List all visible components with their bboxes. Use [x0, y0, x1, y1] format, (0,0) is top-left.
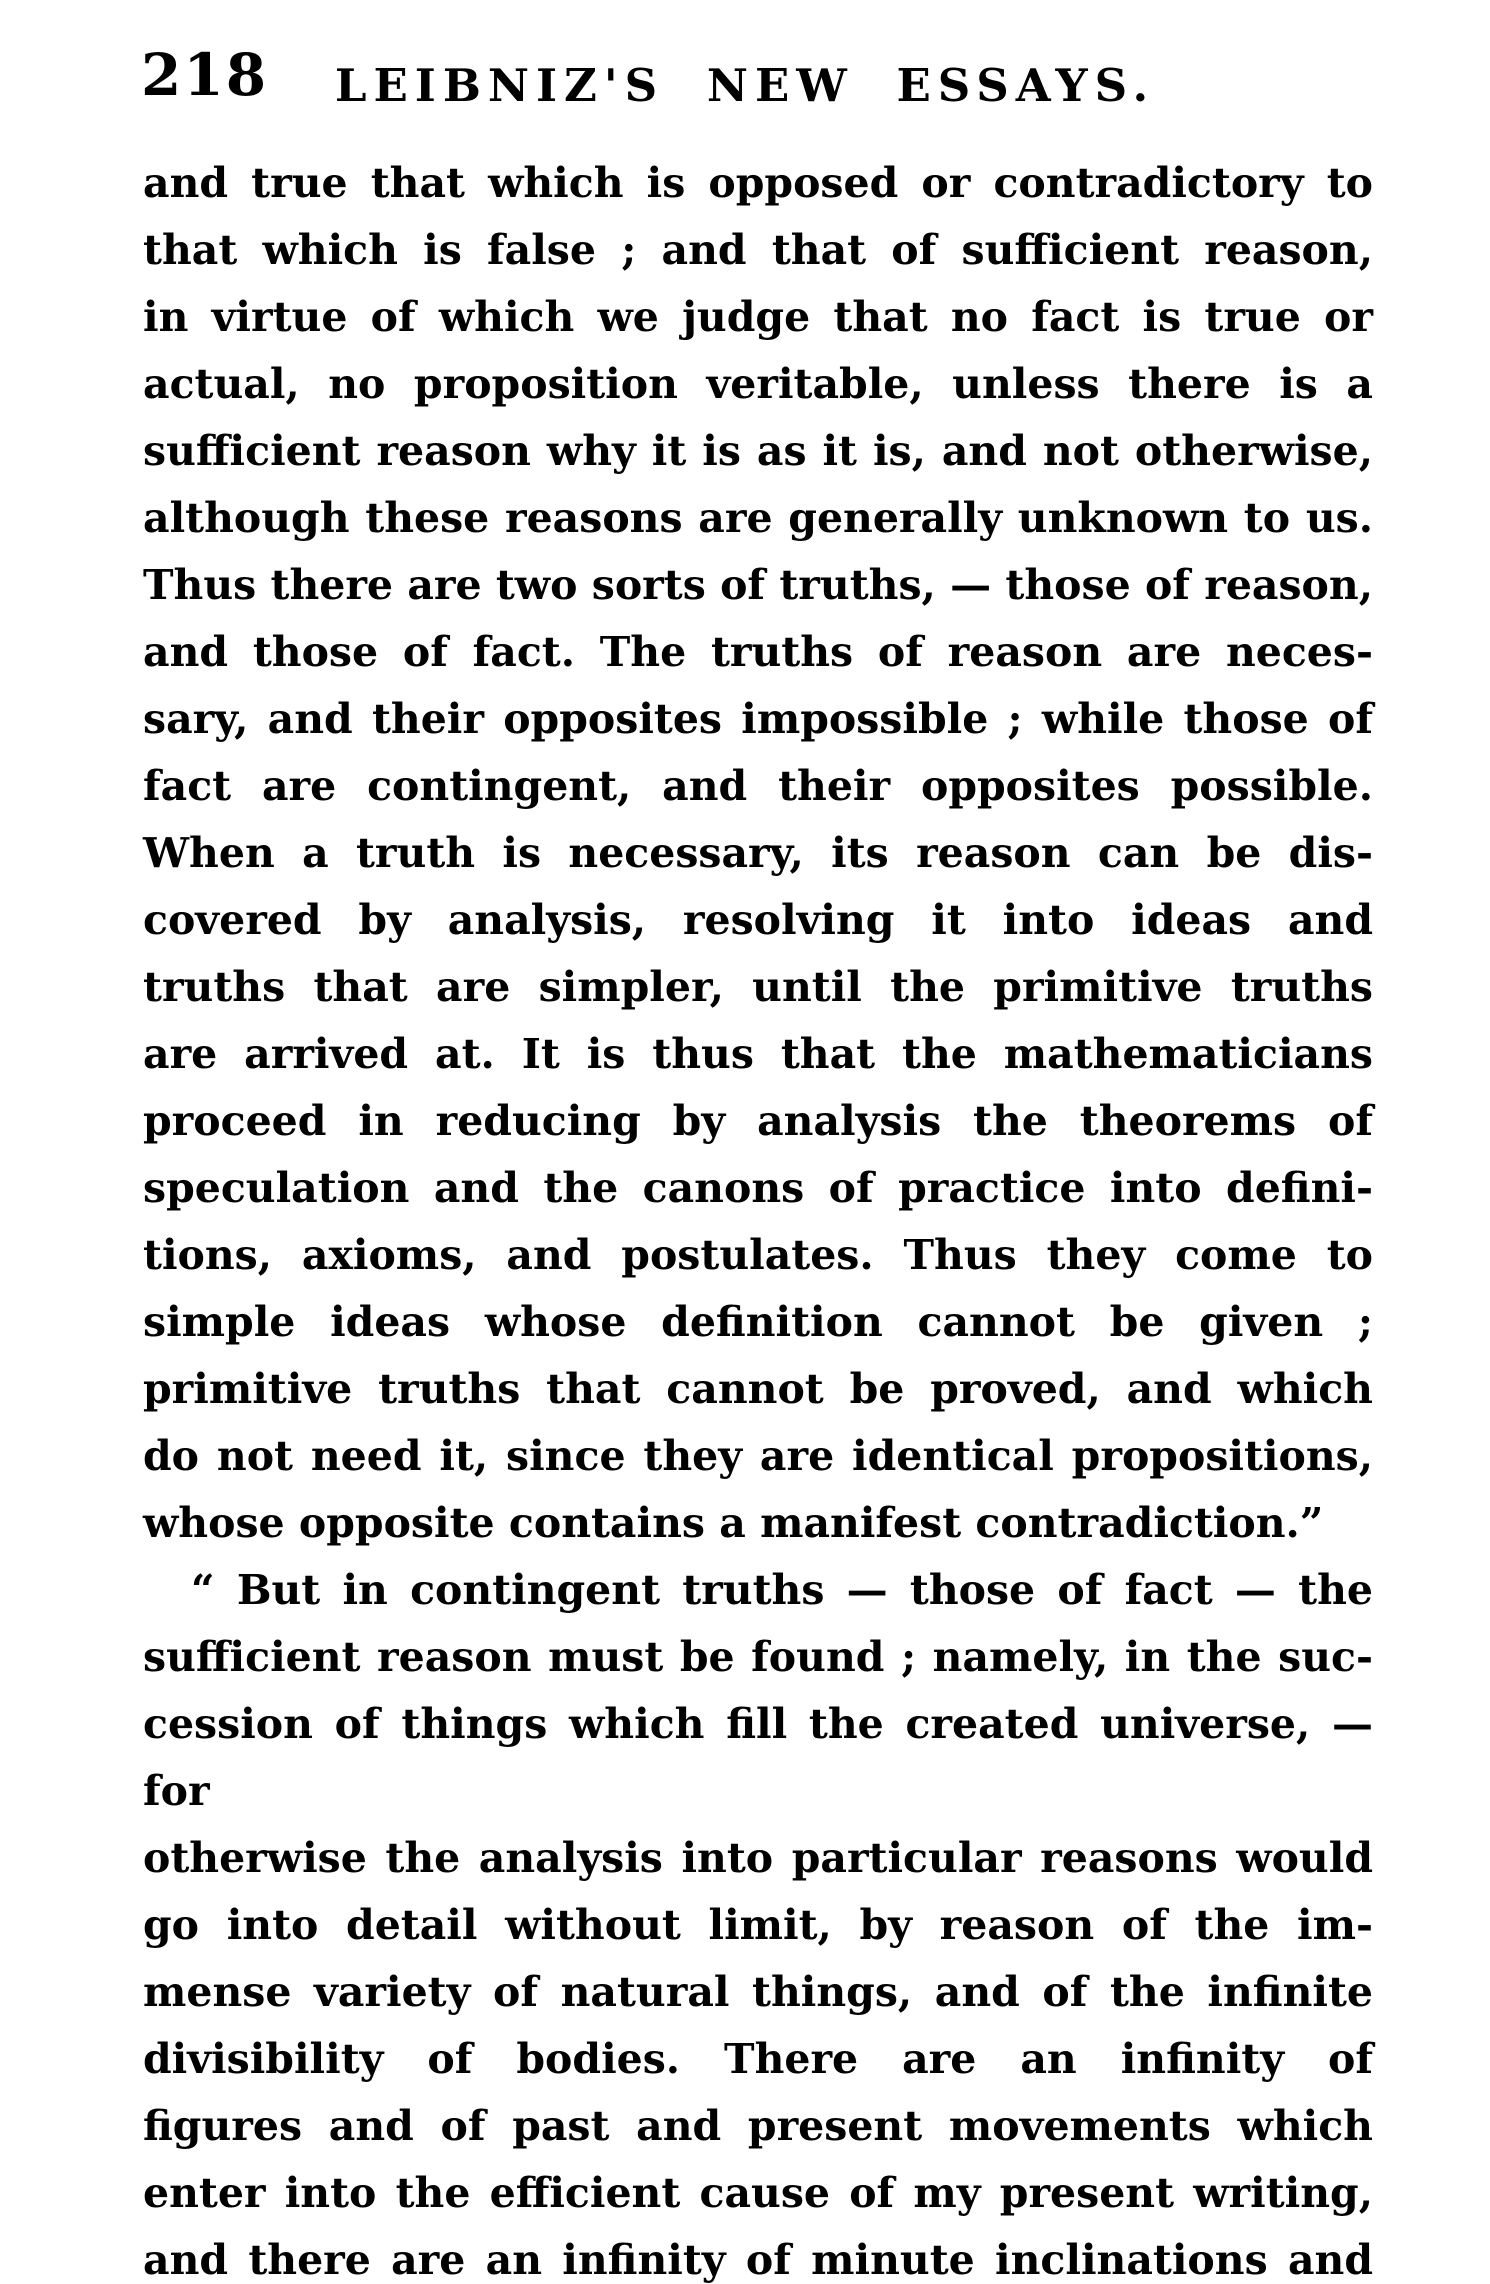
text-line: tions, axioms, and postulates. Thus they come to: [143, 1231, 1373, 1279]
text-line: and those of fact. The truths of reason are neces-: [143, 628, 1373, 676]
text-line: in virtue of which we judge that no fact is true or: [143, 293, 1373, 341]
text-line: and true that which is opposed or contradictory to: [143, 159, 1373, 207]
running-title: LEIBNIZ'S NEW ESSAYS.: [334, 59, 1156, 112]
text-line: actual, no proposition veritable, unless there is a: [143, 360, 1373, 408]
text-line: although these reasons are generally unknown to us.: [143, 494, 1373, 542]
text-line: sary, and their opposites impossible ; while those of: [143, 695, 1373, 743]
text-line: enter into the efficient cause of my present writing,: [143, 2169, 1373, 2217]
body-text: [143, 150, 1373, 2284]
text-line: cession of things which fill the created universe, — for: [143, 1700, 1373, 1815]
text-line: fact are contingent, and their opposites possible.: [143, 762, 1373, 810]
running-header: [0, 0, 1490, 130]
text-line: figures and of past and present movements which: [143, 2102, 1373, 2150]
text-line: go into detail without limit, by reason of the im-: [143, 1901, 1373, 1949]
text-line: When a truth is necessary, its reason can be dis-: [143, 829, 1373, 877]
text-line: “ But in contingent truths — those of fact — the: [191, 1566, 1373, 1614]
text-line: divisibility of bodies. There are an infinity of: [143, 2035, 1373, 2083]
text-line: covered by analysis, resolving it into ideas and: [143, 896, 1373, 944]
text-line: mense variety of natural things, and of the infinite: [143, 1968, 1373, 2016]
text-line: simple ideas whose definition cannot be given ;: [143, 1298, 1373, 1346]
text-line: that which is false ; and that of sufficient reason,: [143, 226, 1373, 274]
page-number: 218: [141, 41, 269, 109]
text-line: primitive truths that cannot be proved, and which: [143, 1365, 1373, 1413]
text-line: proceed in reducing by analysis the theorems of: [143, 1097, 1373, 1145]
text-line: speculation and the canons of practice into defini-: [143, 1164, 1373, 1212]
text-line: whose opposite contains a manifest contradiction.”: [143, 1499, 1324, 1547]
text-line: otherwise the analysis into particular reasons would: [143, 1834, 1373, 1882]
text-line: sufficient reason must be found ; namely, in the suc-: [143, 1633, 1373, 1681]
text-line: are arrived at. It is thus that the mathematicians: [143, 1030, 1373, 1078]
text-line: and there are an infinity of minute inclinations and: [143, 2236, 1373, 2284]
text-line: Thus there are two sorts of truths, — those of reason,: [143, 561, 1373, 609]
text-line: truths that are simpler, until the primitive truths: [143, 963, 1373, 1011]
text-line: sufficient reason why it is as it is, and not otherwise,: [143, 427, 1373, 475]
text-line: do not need it, since they are identical propositions,: [143, 1432, 1373, 1480]
